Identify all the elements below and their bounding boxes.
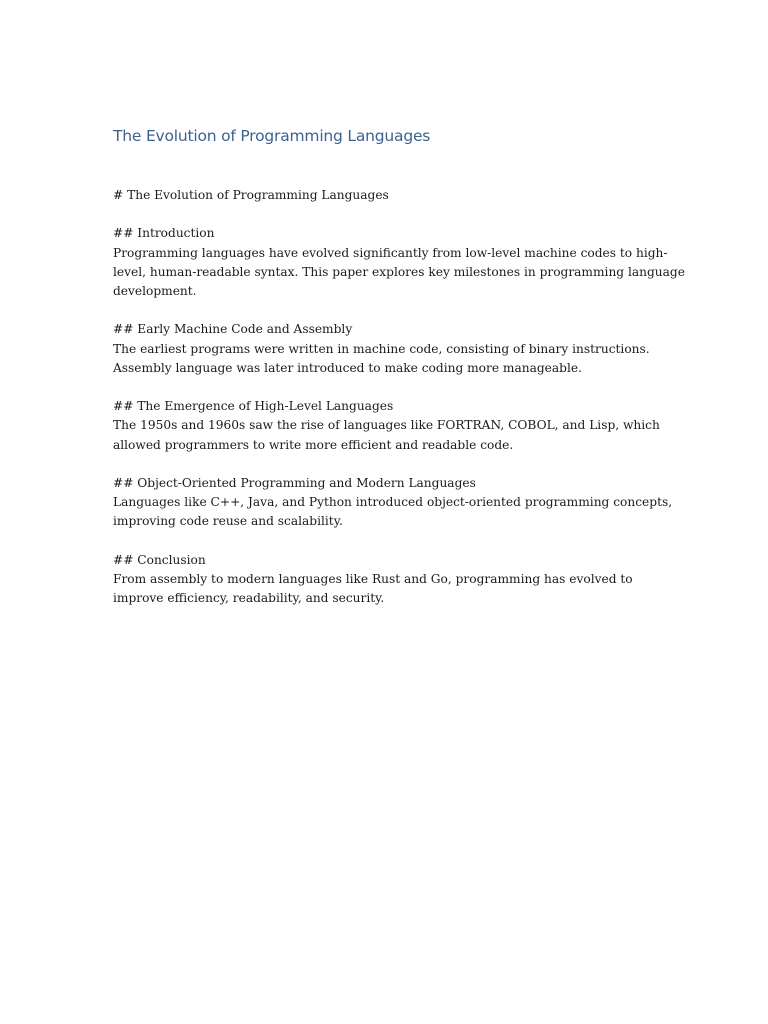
blank-line bbox=[113, 205, 673, 224]
section-heading-early-machine-code: ## Early Machine Code and Assembly bbox=[113, 322, 353, 337]
blank-line bbox=[113, 455, 673, 474]
section-heading-introduction: ## Introduction bbox=[113, 226, 215, 241]
section-heading-oop: ## Object-Oriented Programming and Modern Languages bbox=[113, 475, 476, 490]
section-heading-conclusion: ## Conclusion bbox=[113, 552, 206, 567]
body-line: The 1950s and 1960s saw the rise of languages like FORTRAN, COBOL, and Lisp, which bbox=[113, 418, 660, 433]
section-heading-high-level-languages: ## The Emergence of High-Level Languages bbox=[113, 399, 394, 414]
body-line: From assembly to modern languages like Rust and Go, programming has evolved to bbox=[113, 571, 633, 586]
blank-line bbox=[113, 378, 673, 397]
body-line: Programming languages have evolved significantly from low-level machine codes to high- bbox=[113, 245, 668, 260]
blank-line bbox=[113, 301, 673, 320]
body-line: development. bbox=[113, 284, 197, 298]
body-line: The earliest programs were written in machine code, consisting of binary instructions. bbox=[113, 341, 650, 356]
document-body bbox=[113, 186, 685, 608]
body-line: Languages like C++, Java, and Python introduced object-oriented programming concepts, bbox=[113, 495, 673, 510]
body-line: Assembly language was later introduced to make coding more manageable. bbox=[113, 360, 582, 375]
body-line: allowed programmers to write more efficient and readable code. bbox=[113, 437, 514, 452]
body-line: improve efficiency, readability, and security. bbox=[113, 591, 385, 606]
document-title: The Evolution of Programming Languages bbox=[113, 127, 431, 145]
body-line: # The Evolution of Programming Languages bbox=[113, 188, 389, 202]
body-line: improving code reuse and scalability. bbox=[113, 514, 343, 529]
document-content bbox=[113, 124, 685, 608]
blank-line bbox=[113, 532, 673, 551]
body-line: level, human-readable syntax. This paper explores key milestones in programming language bbox=[113, 264, 685, 279]
